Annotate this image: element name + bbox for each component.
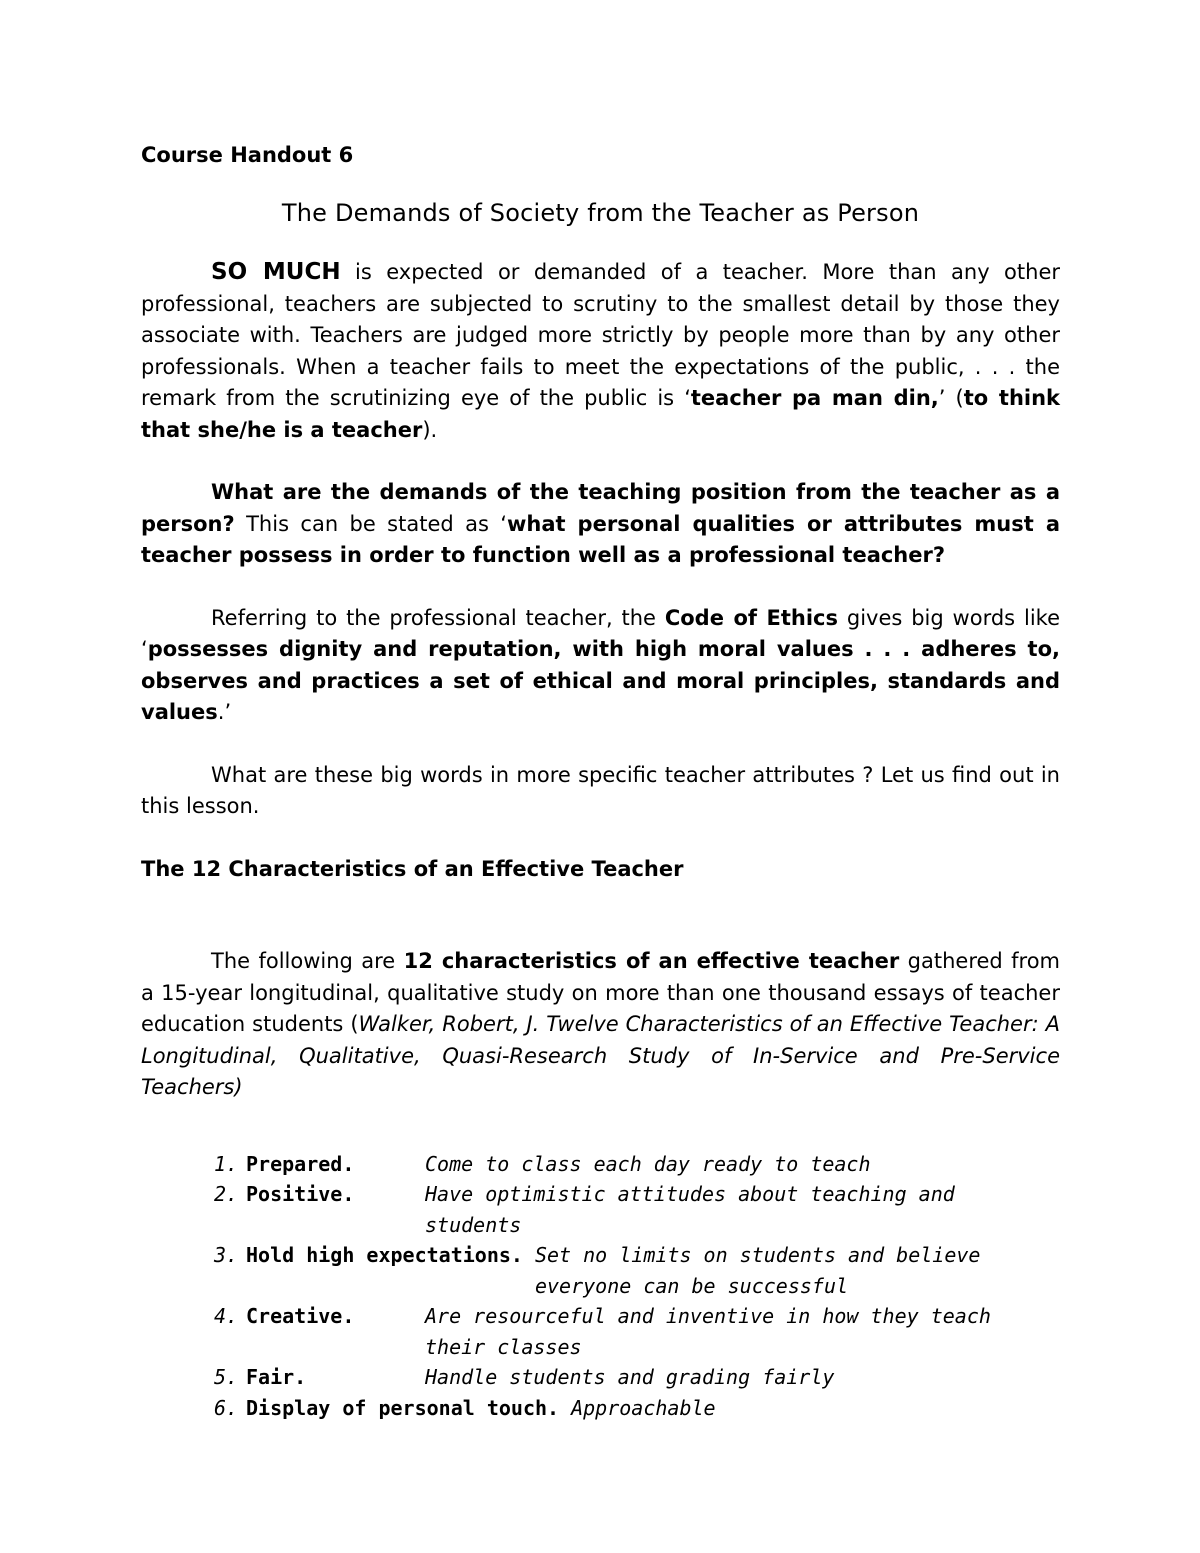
characteristics-list: [214, 1149, 1060, 1424]
lead-phrase: SO MUCH: [211, 259, 341, 285]
paragraph-intro: SO MUCH is expected or demanded of a teacher. More than any other professional, teachers are subjected to scrutiny to the smallest detail by those they associate with. Teachers are judged more strictly by people more than by any other professionals. When a teacher fails to meet the expectations of the public, . . . the remark from the scrutinizing eye of the public is ‘teacher pa man din,’ (to think that she/he is a teacher).: [141, 259, 1061, 442]
citation: Walker, Robert, J. Twelve Characteristics of an Effective Teacher: A Longitudinal, Qualitative, Quasi-Research Study of In-Service and Pre-Service Teachers): [141, 1012, 1060, 1099]
list-item: 5. Fair. Handle students and grading fairly: [214, 1365, 835, 1389]
paragraph-question: What are the demands of the teaching position from the teacher as a person? This can be stated as ‘what personal qualities or attributes must a teacher possess in order to function well as a professional teacher?: [141, 480, 1060, 567]
document-title: The Demands of Society from the Teacher as Person: [281, 198, 920, 227]
list-item: 4. Creative. Are resourceful and inventive in how they teach their classes: [214, 1304, 991, 1359]
course-label: Course Handout 6: [141, 143, 354, 167]
paragraph-lesson: What are these big words in more specific teacher attributes ? Let us find out in this lesson.: [141, 762, 1060, 818]
paragraph-characteristics-intro: The following are 12 characteristics of an effective teacher gathered from a 15-year longitudinal, qualitative study on more than one thousand essays of teacher education students (Walker, Robert, J. Twelve Characteristics of an Effective Teacher: A Longitudinal, Qualitative, Quasi-Research Study of In-Service and Pre-Service Teachers): [141, 949, 1061, 1099]
list-item: 3. Hold high expectations. Set no limits on students and believe everyone can be successful: [214, 1243, 981, 1298]
list-item: 2. Positive. Have optimistic attitudes about teaching and students: [214, 1182, 955, 1237]
paragraph-code-of-ethics: Referring to the professional teacher, the Code of Ethics gives big words like ‘possesses dignity and reputation, with high moral values . . . adheres to, observes and practices a set of ethical and moral principles, standards and values.’: [141, 605, 1060, 724]
section-heading: The 12 Characteristics of an Effective Teacher: [141, 856, 684, 881]
list-item: 6. Display of personal touch. Approachable: [214, 1395, 716, 1420]
list-item: 1. Prepared. Come to class each day ready to teach: [214, 1151, 871, 1176]
